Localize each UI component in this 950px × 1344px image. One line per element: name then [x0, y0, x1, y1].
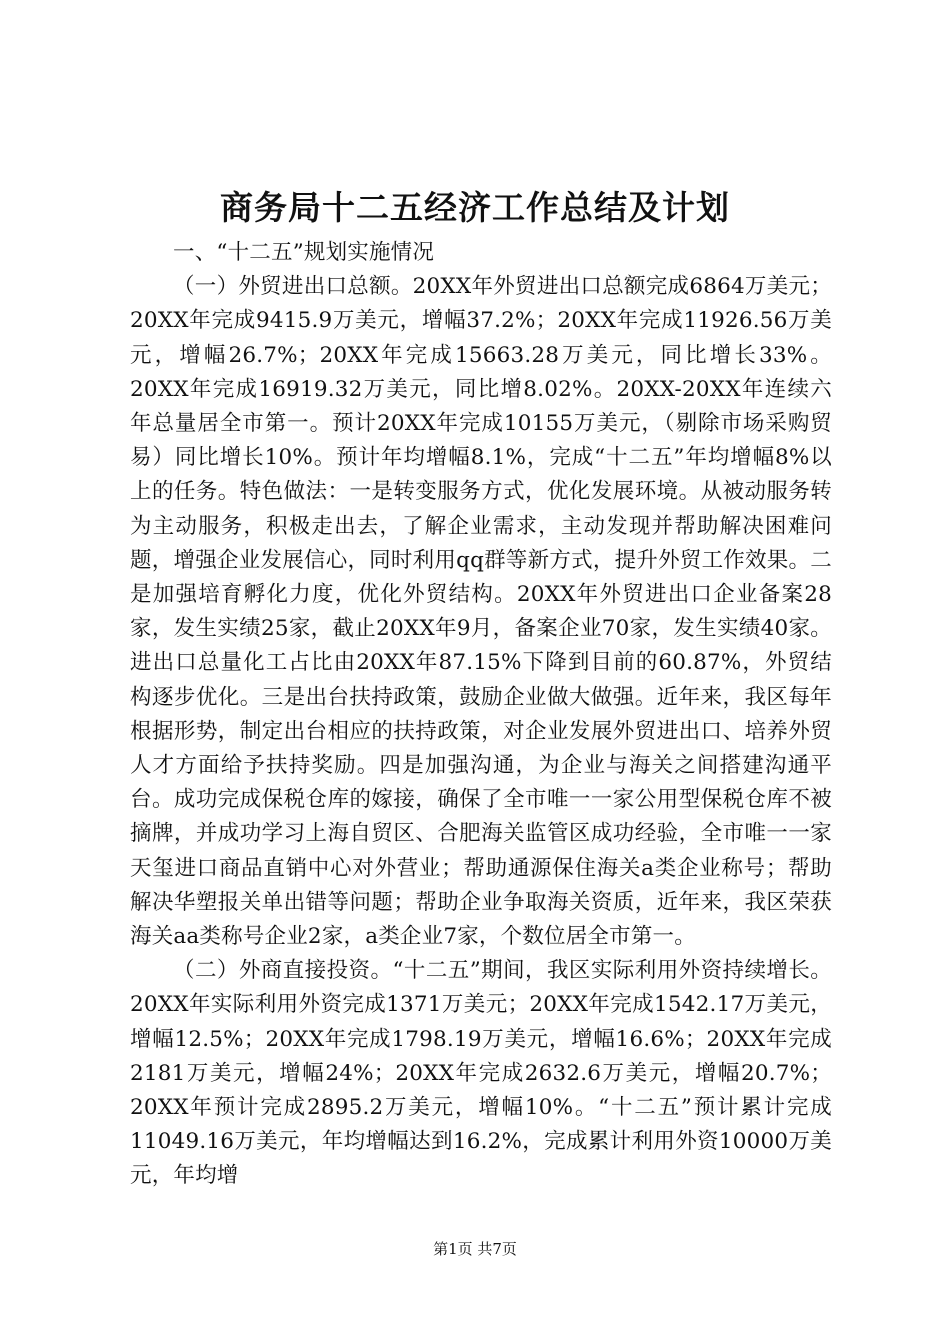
paragraph-foreign-trade: （一）外贸进出口总额。20XX年外贸进出口总额完成6864万美元；20XX年完成9415.9万美元，增幅37.2%；20XX年完成11926.56万美元，增幅26.7%；20XX年完成15663.28万美元，同比增长33%。20XX年完成16919.32万美元，同比增8.02%。20XX-20XX年连续六年总量居全市第一。预计20XX年完成10155万美元，（剔除市场采购贸易）同比增长10%。预计年均增幅8.1%，完成“十二五”年均增幅8%以上的任务。特色做法：一是转变服务方式，优化发展环境。从被动服务转为主动服务，积极走出去，了解企业需求，主动发现并帮助解决困难问题，增强企业发展信心，同时利用qq群等新方式，提升外贸工作效果。二是加强培育孵化力度，优化外贸结构。20XX年外贸进出口企业备案28家，发生实绩25家，截止20XX年9月，备案企业70家，发生实绩40家。进出口总量化工占比由20XX年87.15%下降到目前的60.87%，外贸结构逐步优化。三是出台扶持政策，鼓励企业做大做强。近年来，我区每年根据形势，制定出台相应的扶持政策，对企业发展外贸进出口、培养外贸人才方面给予扶持奖励。四是加强沟通，为企业与海关之间搭建沟通平台。成功完成保税仓库的嫁接，确保了全市唯一一家公用型保税仓库不被摘牌，并成功学习上海自贸区、合肥海关监管区成功经验，全市唯一一家天玺进口商品直销中心对外营业；帮助通源保住海关a类企业称号；帮助解决华塑报关单出错等问题；帮助企业争取海关资质，近年来，我区荣获海关aa类称号企业2家，a类企业7家，个数位居全市第一。 [130, 274, 832, 950]
document-body [130, 236, 832, 1194]
paragraph-foreign-investment: （二）外商直接投资。“十二五”期间，我区实际利用外资持续增长。20XX年实际利用外资完成1371万美元；20XX年完成1542.17万美元，增幅12.5%；20XX年完成1798.19万美元，增幅16.6%；20XX年完成2181万美元，增幅24%；20XX年完成2632.6万美元，增幅20.7%；20XX年预计完成2895.2万美元，增幅10%。“十二五”预计累计完成11049.16万美元，年均增幅达到16.2%，完成累计利用外资10000万美元，年均增 [130, 958, 832, 1189]
document-title: 商务局十二五经济工作总结及计划 [220, 188, 730, 227]
page-footer: 第1页 共7页 [433, 1240, 517, 1258]
section-heading: 一、“十二五”规划实施情况 [173, 240, 435, 265]
